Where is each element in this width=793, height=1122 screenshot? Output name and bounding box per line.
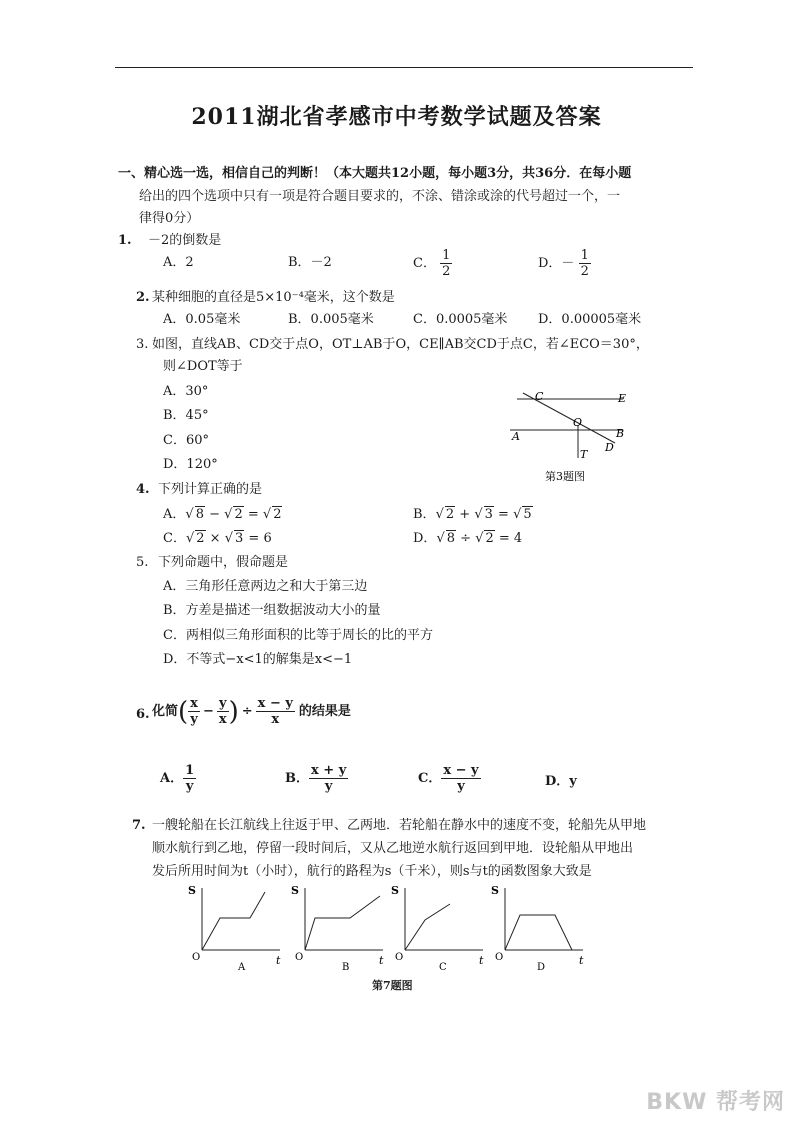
q6-fraction-3 (256, 696, 295, 727)
q6-option-b (285, 763, 348, 794)
q6-b-label: B． (285, 770, 309, 786)
graph-c-curve (405, 904, 450, 950)
graph-b-s-label: S (291, 884, 299, 897)
q4-option-d: D．√ 8 ÷ √ 2 = 4 (413, 531, 523, 546)
label-e: E (618, 392, 627, 405)
label-a: A (512, 430, 520, 443)
graph-d-curve (505, 915, 572, 950)
graph-d-origin: O (495, 952, 504, 963)
q1-d-numerator: 1 (580, 248, 589, 263)
graph-c-t-label: t (479, 954, 484, 967)
q1-c-numerator: 1 (442, 248, 451, 263)
q4-a-eq: = (243, 507, 263, 522)
section-line-1: 一、精心选一选，相信自己的判断！（本大题共12小题，每小题3分，共36分．在每小题 (118, 166, 632, 181)
q6-b-numerator: x + y (311, 763, 347, 778)
section-line-3: 律得0分） (139, 211, 200, 226)
q1-option-c (413, 248, 452, 279)
q1-option-a: A．2 (163, 255, 194, 270)
graph-b-origin: O (295, 952, 304, 963)
q4-a-label: A． (163, 507, 186, 522)
q6-minus: − (202, 703, 214, 719)
q1-option-d (538, 248, 591, 279)
q4-c-radicand-1: 2 (196, 531, 205, 546)
q6-f2-denominator: x (218, 712, 227, 727)
q4-d-radicand-2: 2 (485, 531, 494, 546)
q4-a-op: − (204, 507, 225, 522)
q6-a-label: A． (160, 770, 184, 786)
q7-figure (180, 880, 600, 990)
q7-line-1: 一艘轮船在长江航线上往返于甲、乙两地．若轮船在静水中的速度不变，轮船先从甲地 (152, 818, 647, 833)
graph-d-label: D (537, 962, 546, 973)
q4-c-label: C． (163, 531, 186, 546)
q4-a-radicand-3: 2 (273, 507, 282, 522)
q7-line-3: 发后所用时间为t（小时），航行的路程为s（千米），则s与t的函数图象大致是 (152, 864, 592, 879)
q2-option-a: A．0.05毫米 (163, 312, 241, 327)
q6-divide: ÷ (241, 703, 253, 719)
q1-option-b: B．－2 (288, 255, 332, 270)
graph-a-origin: O (192, 952, 201, 963)
q6-fraction-1 (188, 696, 200, 727)
q5-option-b: B．方差是描述一组数据波动大小的量 (163, 603, 381, 618)
q6-stem-prefix: 化简 (152, 703, 179, 719)
q3-option-d: D．120° (163, 457, 218, 472)
q6-b-fraction (309, 763, 348, 794)
graph-b-t-label: t (379, 954, 384, 967)
q4-b-radicand-1: 2 (445, 507, 455, 522)
q3-figure (505, 385, 635, 485)
q4-a-radicand-1: 8 (195, 507, 204, 522)
q6-c-denominator: y (457, 779, 465, 794)
q6-c-label: C． (418, 770, 442, 786)
q2-option-c: C．0.0005毫米 (413, 312, 508, 327)
q4-d-radicand-1: 8 (446, 531, 456, 546)
q6-option-d: D．y (545, 774, 577, 789)
q6-f1-numerator: x (190, 696, 198, 711)
q4-b-radicand-3: 5 (523, 507, 532, 522)
q5-option-c: C．两相似三角形面积的比等于周长的比的平方 (163, 628, 433, 643)
q4-number: 4. (136, 482, 150, 497)
q5-stem: 下列命题中，假命题是 (158, 555, 289, 570)
q1-number: 1. (118, 233, 132, 248)
q1-stem: －2的倒数是 (148, 233, 222, 248)
q6-fraction-2 (217, 696, 229, 727)
q6-b-denominator: y (324, 779, 333, 794)
q7-graph-d (491, 884, 584, 973)
q1-option-d-fraction (579, 248, 591, 279)
q3-number: 3. (136, 337, 149, 352)
graph-a-t-label: t (276, 954, 281, 967)
q2-stem: 某种细胞的直径是5×10⁻⁴毫米，这个数是 (152, 290, 395, 305)
label-d: D (605, 441, 614, 454)
q4-b-op: + (455, 507, 475, 522)
q2-option-d: D．0.00005毫米 (538, 312, 642, 327)
graph-a-curve (202, 892, 265, 950)
q5-number: 5. (136, 555, 149, 570)
label-o: O (573, 416, 583, 429)
q1-option-c-label: C． (413, 256, 436, 271)
q6-f2-numerator: y (218, 696, 227, 711)
label-b: B (616, 427, 625, 440)
q4-b-radicand-2: 3 (484, 507, 493, 522)
q4-stem: 下列计算正确的是 (158, 482, 263, 497)
graph-b-label: B (342, 962, 350, 973)
q6-option-a (160, 763, 196, 794)
q6-a-fraction (183, 763, 196, 794)
page-title: 2011湖北省孝感市中考数学试题及答案 (191, 104, 602, 130)
q7-graph-c (391, 884, 484, 973)
graph-c-s-label: S (391, 884, 399, 897)
q4-c-radicand-2: 3 (235, 531, 244, 546)
graph-c-label: C (439, 962, 447, 973)
q3-stem: 如图，直线AB、CD交于点O，OT⊥AB于O，CE∥AB交CD于点C，若∠ECO＝30°， (152, 337, 649, 352)
watermark-logo: BKW 帮考网 (646, 1090, 785, 1115)
q1-option-c-fraction (440, 248, 452, 279)
q3-option-c: C．60° (163, 433, 209, 448)
q4-a-radicand-2: 2 (234, 507, 243, 522)
q4-c-op: × (205, 531, 225, 546)
graph-d-s-label: S (491, 884, 499, 897)
q4-option-a: A．√ 8 − √ 2 = √ 2 (163, 507, 282, 522)
q6-a-numerator: 1 (185, 763, 195, 778)
q5-option-a: A．三角形任意两边之和大于第三边 (163, 579, 368, 594)
graph-a-label: A (238, 962, 246, 973)
q6-f3-numerator: x − y (257, 696, 293, 711)
graph-b-curve (305, 896, 380, 950)
q4-b-label: B． (413, 507, 436, 522)
q1-c-denominator: 2 (442, 264, 451, 279)
q3-option-b: B．45° (163, 408, 209, 423)
q7-figure-caption: 第7题图 (372, 979, 413, 992)
graph-c-origin: O (395, 952, 404, 963)
q3-option-a: A．30° (163, 384, 209, 399)
q6-number: 6. (136, 707, 150, 722)
q6-f3-denominator: x (271, 712, 280, 727)
q2-number: 2. (136, 290, 150, 305)
q3-stem-2: 则∠DOT等于 (163, 359, 243, 374)
q7-graph-a (188, 884, 281, 973)
section-line-2: 给出的四个选项中只有一项是符合题目要求的，不涂、错涂或涂的代号超过一个，一 (139, 189, 621, 204)
q3-figure-caption: 第3题图 (545, 470, 585, 483)
q6-c-numerator: x − y (443, 763, 479, 778)
label-c: C (535, 390, 544, 403)
q4-d-op: ÷ (456, 531, 476, 546)
graph-d-t-label: t (579, 954, 584, 967)
graph-a-s-label: S (188, 884, 196, 897)
label-t: T (580, 448, 588, 461)
q4-c-eq: = 6 (244, 531, 272, 546)
q2-option-b: B．0.005毫米 (288, 312, 374, 327)
q6-open-paren: ( (178, 696, 189, 727)
q7-graph-b (291, 884, 384, 973)
q6-c-fraction (441, 763, 480, 794)
q5-option-d: D．不等式−x<1的解集是x<−1 (163, 652, 353, 667)
q4-d-label: D． (413, 531, 437, 546)
q6-option-c (418, 763, 481, 794)
q6-a-denominator: y (185, 779, 194, 794)
q4-option-b: B．√ 2 + √ 3 = √ 5 (413, 507, 532, 522)
q4-b-eq: = (493, 507, 514, 522)
q6-stem (152, 696, 351, 727)
q6-f1-denominator: y (190, 712, 198, 727)
q6-close-paren: ) (228, 696, 239, 727)
q4-option-c: C．√ 2 × √ 3 = 6 (163, 531, 272, 546)
q4-d-eq: = 4 (494, 531, 523, 546)
q1-d-denominator: 2 (580, 264, 589, 279)
header-rule (115, 67, 693, 68)
q7-number: 7. (132, 818, 146, 833)
q1-option-d-label: D．－ (538, 256, 575, 271)
q7-line-2: 顺水航行到乙地，停留一段时间后，又从乙地逆水航行返回到甲地．设轮船从甲地出 (152, 841, 634, 856)
q6-stem-suffix: 的结果是 (298, 703, 351, 719)
